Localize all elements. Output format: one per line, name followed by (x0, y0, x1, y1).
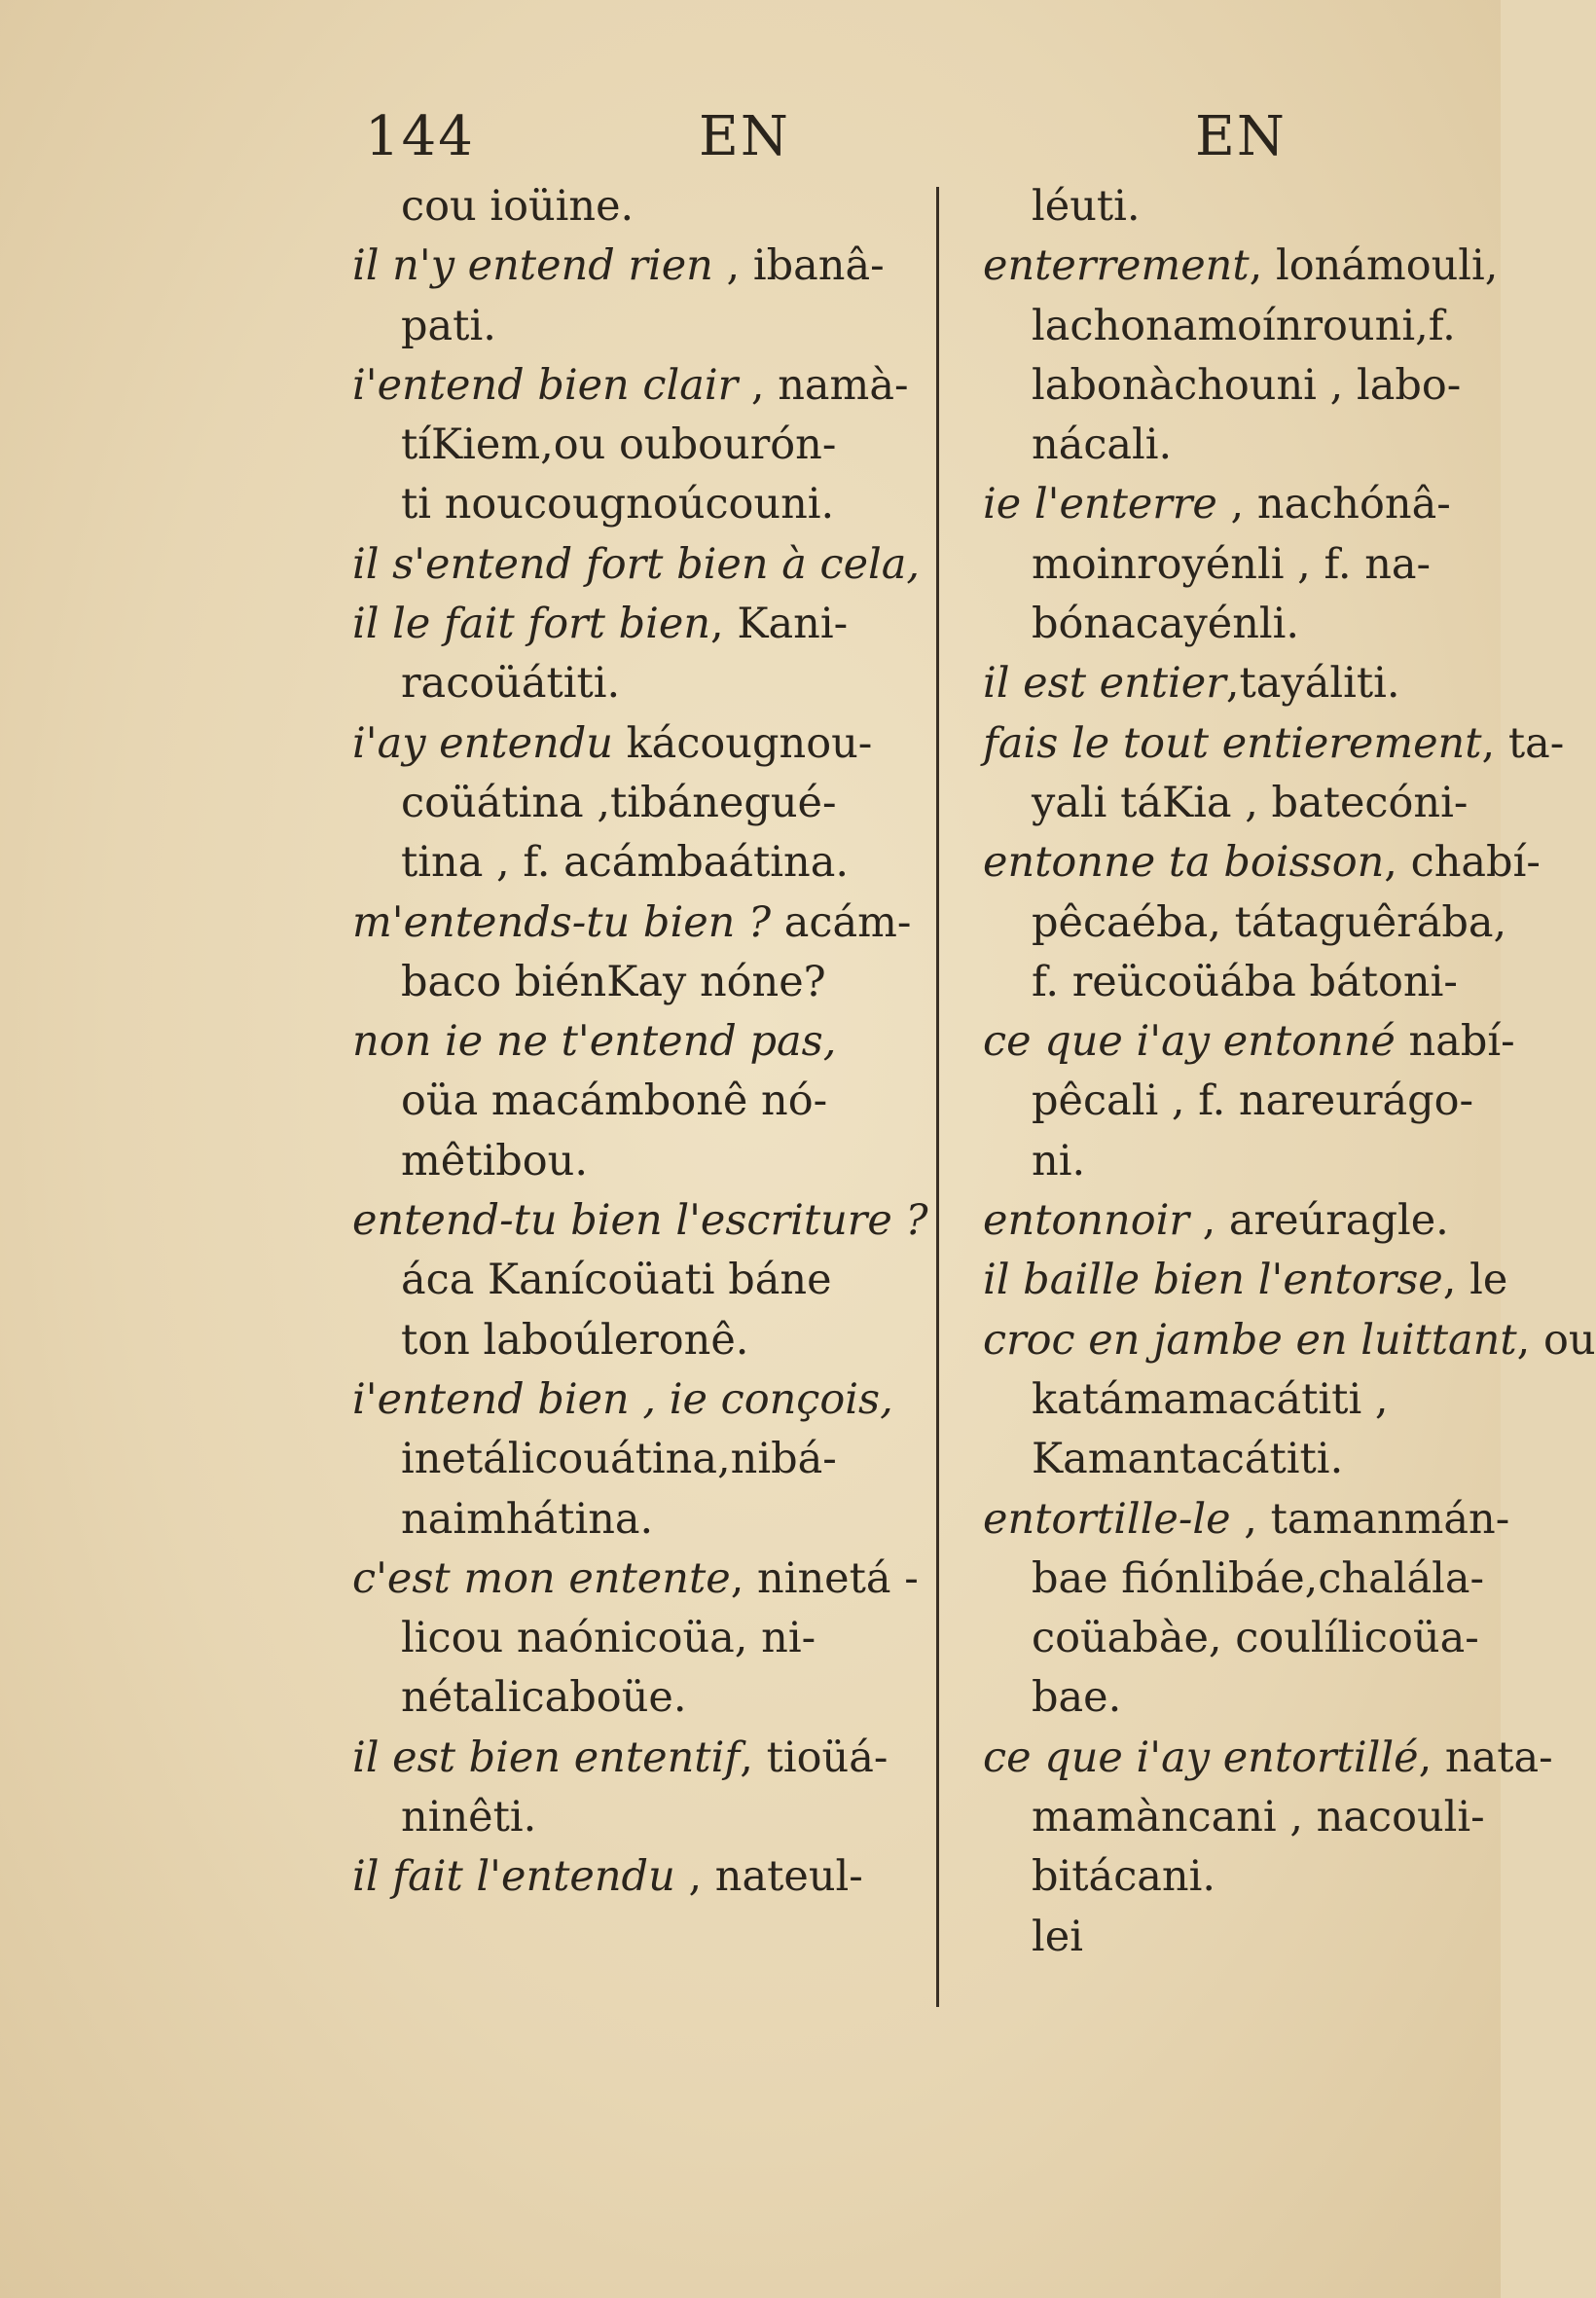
french-headword: ie l'enterre (983, 480, 1217, 529)
translation-text: tina , f. acámbaátina. (401, 838, 850, 888)
right-running-head: EN (1195, 105, 1287, 168)
dictionary-entry (983, 1191, 1489, 1251)
entry-continuation (352, 475, 936, 534)
translation-text: kácougnou- (626, 718, 873, 768)
french-headword: fais le tout entierement (983, 718, 1482, 768)
right-column (983, 177, 1596, 1967)
separator: , (674, 1852, 715, 1902)
translation-text: acám- (783, 897, 912, 947)
separator: , (710, 600, 738, 649)
dictionary-entry (352, 1550, 936, 1609)
translation-text: Kani- (737, 600, 849, 649)
french-headword: enterrement (983, 241, 1250, 291)
entry-continuation (352, 833, 936, 893)
separator: , (730, 1553, 758, 1603)
translation-text: katámamacátiti , (1032, 1374, 1389, 1424)
entry-continuation (352, 1251, 936, 1310)
translation-text: nétalicaboüe. (401, 1673, 687, 1723)
dictionary-entry (983, 1012, 1515, 1072)
translation-text: cou ioüine. (401, 182, 635, 231)
translation-text: yali táKia , batecóni- (1032, 778, 1469, 827)
page-number: 144 (365, 105, 475, 168)
dictionary-entry (983, 1729, 1553, 1788)
french-headword: croc en jambe en luittant (983, 1315, 1517, 1365)
translation-text: léuti. (1032, 182, 1141, 231)
dictionary-entry (352, 1012, 936, 1072)
entry-continuation (983, 1908, 1489, 1967)
translation-text: ta- (1507, 718, 1565, 768)
entry-continuation (983, 535, 1489, 595)
entry-continuation (352, 1072, 936, 1131)
french-headword: i'entend bien clair (352, 360, 739, 410)
translation-text: ou (1543, 1315, 1596, 1365)
entry-continuation (983, 356, 1489, 416)
translation-text: naimhátina. (401, 1494, 654, 1544)
dictionary-entry (352, 237, 936, 296)
translation-text: lonámouli, (1275, 241, 1499, 291)
left-column (352, 177, 936, 1908)
translation-text: moinroyénli , f. na- (1032, 539, 1432, 589)
french-headword: il le fait fort bien (352, 600, 711, 649)
translation-text: tamanmán- (1270, 1494, 1510, 1544)
entry-continuation (983, 1370, 1489, 1430)
translation-text: areúragle. (1228, 1196, 1449, 1246)
dictionary-entry (983, 475, 1489, 534)
french-headword: ce que i'ay entortillé (983, 1733, 1419, 1782)
entry-continuation (983, 1132, 1489, 1191)
translation-text: le (1469, 1256, 1508, 1305)
dictionary-entry (352, 1847, 936, 1907)
translation-text: chabí- (1410, 838, 1541, 888)
translation-text: áca Kanícoüati báne (401, 1256, 832, 1305)
translation-text: mêtibou. (401, 1136, 589, 1185)
entry-continuation (983, 1788, 1489, 1847)
entry-continuation (983, 297, 1489, 356)
translation-text: labonàchouni , labo- (1032, 360, 1462, 410)
entry-continuation (983, 1072, 1489, 1131)
translation-text: ibanâ- (752, 241, 885, 291)
translation-text: ton laboúleronê. (401, 1315, 749, 1365)
translation-text: pati. (401, 301, 496, 350)
separator: , (738, 360, 779, 410)
entry-continuation (352, 297, 936, 356)
translation-text: nateul- (714, 1852, 863, 1902)
entry-continuation (983, 416, 1489, 475)
entry-continuation (352, 416, 936, 475)
french-headword: il est entier (983, 659, 1226, 709)
translation-text: tayáliti. (1239, 659, 1400, 709)
entry-continuation (983, 953, 1489, 1012)
entry-continuation (983, 1609, 1489, 1668)
dictionary-entry (983, 654, 1489, 713)
separator: , (1216, 480, 1257, 529)
dictionary-entry (983, 714, 1565, 774)
translation-text: ninetá - (757, 1553, 919, 1603)
dictionary-entry (352, 1191, 936, 1251)
entry-continuation (352, 1490, 936, 1550)
separator: , (1418, 1733, 1445, 1782)
separator: , (1384, 838, 1411, 888)
entry-continuation (352, 1132, 936, 1191)
dictionary-entry (352, 595, 936, 654)
separator (771, 898, 784, 947)
separator: , (1481, 718, 1508, 768)
column-rule (936, 187, 939, 2007)
separator: , (1188, 1196, 1229, 1246)
separator: , (1516, 1315, 1543, 1365)
translation-text: pêcaéba, tátaguêrába, (1032, 897, 1507, 947)
entry-continuation (983, 595, 1489, 654)
translation-text: nata- (1444, 1733, 1553, 1782)
separator: , (1442, 1256, 1470, 1305)
entry-continuation (352, 1609, 936, 1668)
dictionary-entry (983, 237, 1499, 296)
separator: , (740, 1733, 767, 1782)
french-headword: c'est mon entente (352, 1553, 731, 1603)
translation-text: oüa macámbonê nó- (401, 1076, 828, 1126)
translation-text: lachonamoínrouni,f. (1032, 301, 1456, 350)
translation-text: licou naónicoüa, ni- (401, 1614, 816, 1663)
left-running-head: EN (699, 105, 790, 168)
dictionary-entry (352, 356, 936, 416)
dictionary-entry (983, 833, 1541, 893)
translation-text: bae. (1032, 1673, 1122, 1723)
separator: , (1225, 659, 1240, 709)
entry-continuation (352, 654, 936, 713)
dictionary-entry (352, 1729, 936, 1788)
french-headword: il fait l'entendu (352, 1852, 675, 1902)
entry-continuation (352, 1668, 936, 1728)
separator (1396, 1017, 1409, 1066)
translation-text: nachónâ- (1256, 480, 1451, 529)
entry-continuation (352, 1430, 936, 1489)
translation-text: f. reücoüába bátoni- (1032, 957, 1458, 1006)
french-headword: entortille-le (983, 1494, 1231, 1544)
french-headword: il est bien ententif (352, 1733, 741, 1782)
dictionary-entry (352, 535, 936, 595)
dictionary-entry (352, 1370, 936, 1430)
french-headword: i'entend bien , ie conçois, (352, 1374, 893, 1424)
translation-text: inetálicouátina,nibá- (401, 1435, 837, 1484)
entry-continuation (352, 177, 936, 237)
translation-text: pêcali , f. nareurágo- (1032, 1076, 1474, 1126)
french-headword: entonne ta boisson (983, 838, 1385, 888)
translation-text: lei (1032, 1912, 1083, 1961)
french-headword: ce que i'ay entonné (983, 1017, 1396, 1067)
translation-text: bae fiónlibáe,chalála- (1032, 1553, 1485, 1603)
entry-continuation (983, 1550, 1489, 1609)
french-headword: entend-tu bien l'escriture ? (352, 1196, 928, 1246)
entry-continuation (983, 1847, 1489, 1907)
dictionary-entry (983, 1311, 1596, 1370)
entry-continuation (352, 1788, 936, 1847)
french-headword: il baille bien l'entorse (983, 1256, 1443, 1305)
entry-continuation (352, 953, 936, 1012)
dictionary-entry (352, 714, 936, 774)
entry-continuation (983, 774, 1489, 833)
translation-text: coüabàe, coulílicoüa- (1032, 1614, 1479, 1663)
dictionary-entry (352, 894, 936, 953)
entry-continuation (983, 1430, 1489, 1489)
entry-continuation (352, 1311, 936, 1370)
translation-text: Kamantacátiti. (1032, 1435, 1344, 1484)
translation-text: ninêti. (401, 1793, 537, 1842)
separator: , (1230, 1494, 1271, 1544)
translation-text: racoüátiti. (401, 659, 621, 709)
translation-text: ni. (1032, 1136, 1086, 1185)
entry-continuation (983, 894, 1507, 953)
translation-text: bitácani. (1032, 1852, 1216, 1902)
french-headword: i'ay entendu (352, 718, 613, 768)
translation-text: namà- (778, 360, 909, 410)
translation-text: nabí- (1408, 1017, 1515, 1067)
dictionary-entry (983, 1251, 1508, 1310)
translation-text: mamàncani , nacouli- (1032, 1793, 1485, 1842)
translation-text: tioüá- (766, 1733, 889, 1782)
entry-continuation (983, 1668, 1489, 1728)
translation-text: baco biénKay nóne? (401, 957, 826, 1006)
entry-continuation (983, 177, 1489, 237)
french-headword: non ie ne t'entend pas, (352, 1017, 837, 1067)
translation-text: bónacayénli. (1032, 600, 1300, 649)
translation-text: coüátina ,tibánegué- (401, 778, 837, 827)
french-headword: entonnoir (983, 1196, 1189, 1246)
translation-text: nácali. (1032, 420, 1173, 470)
separator: , (1249, 241, 1276, 291)
separator (613, 719, 627, 768)
separator: , (712, 241, 753, 291)
translation-text: tíKiem,ou oubourón- (401, 420, 837, 470)
french-headword: il s'entend fort bien à cela, (352, 539, 921, 589)
entry-continuation (352, 774, 936, 833)
dictionary-entry (983, 1490, 1510, 1550)
translation-text: ti noucougnoúcouni. (401, 480, 835, 529)
french-headword: m'entends-tu bien ? (352, 897, 772, 947)
french-headword: il n'y entend rien (352, 241, 713, 291)
